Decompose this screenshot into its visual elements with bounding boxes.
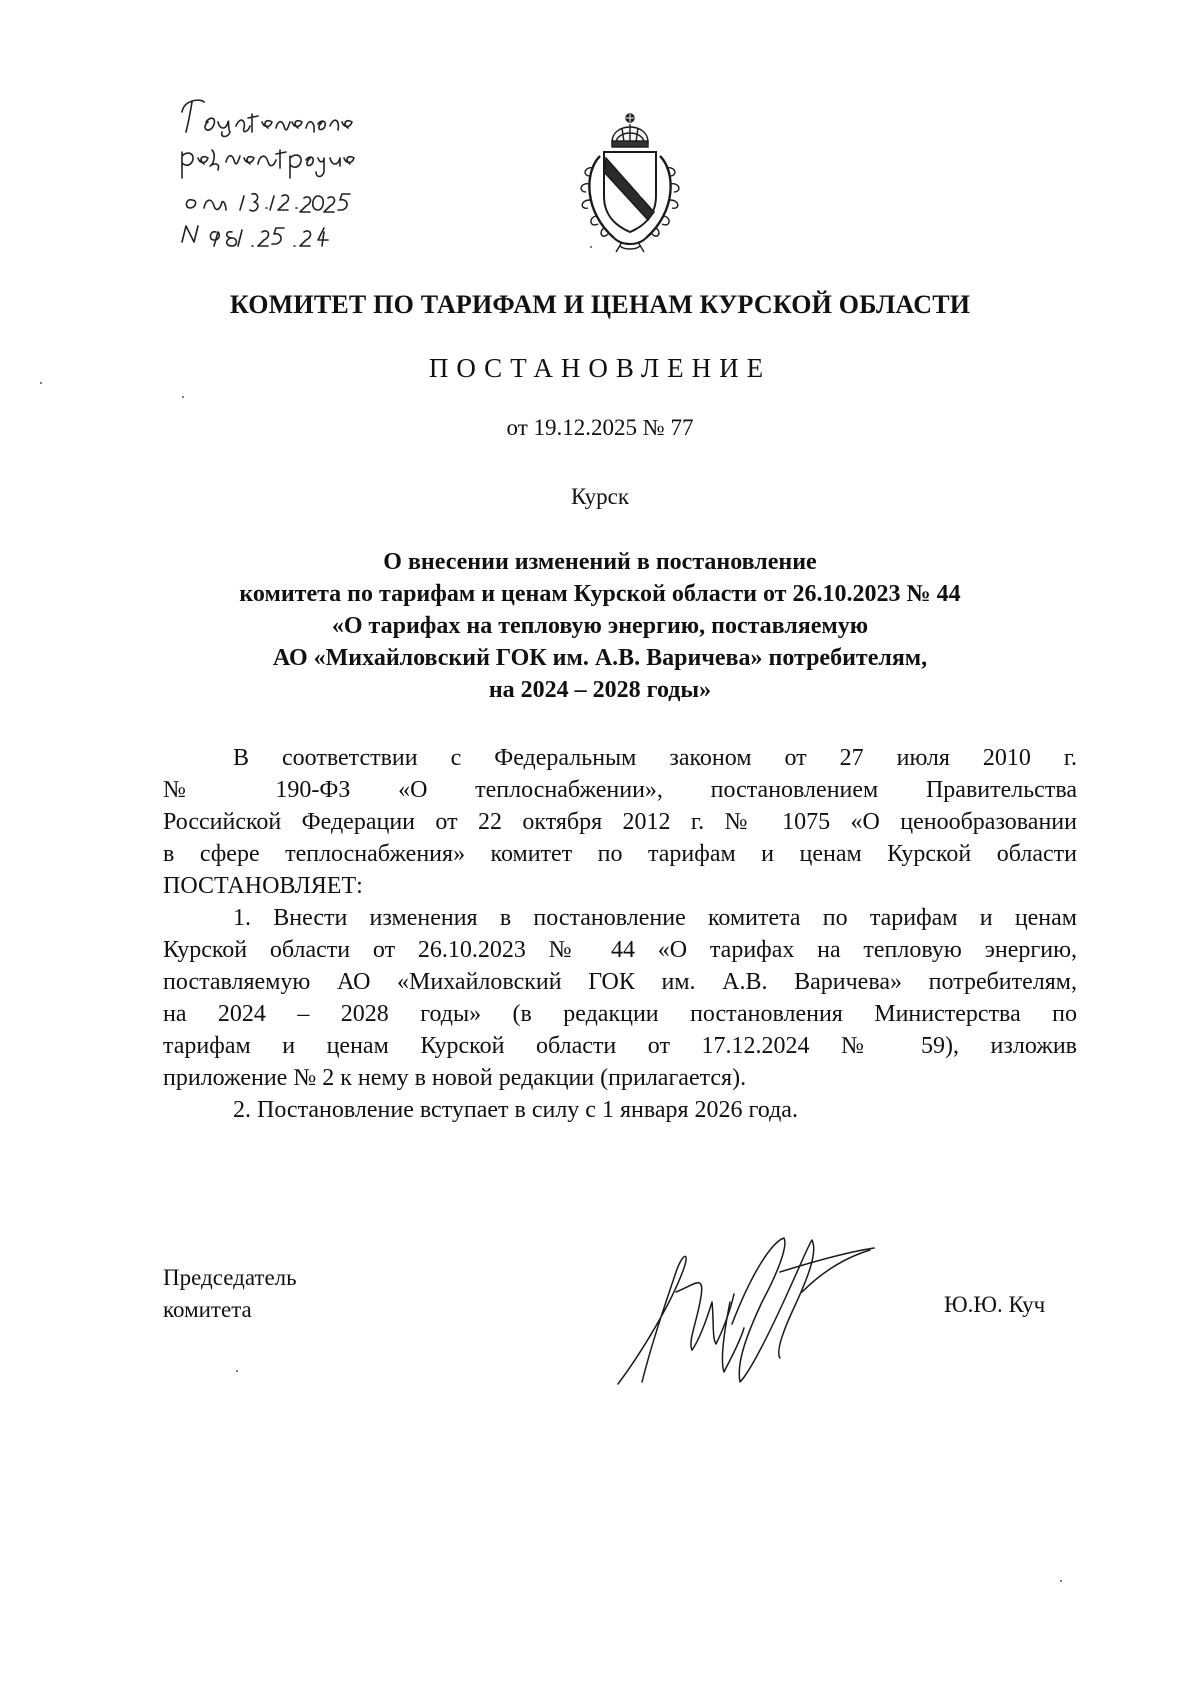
body-line: в сфере теплоснабжения» комитет по тарифам и ценам Курской области — [163, 841, 1077, 867]
signer-name: Ю.Ю. Куч — [944, 1292, 1046, 1317]
body-line: на 2024 – 2028 годы» (в редакции постановления Министерства по — [163, 1001, 1077, 1027]
document-type-heading: ПОСТАНОВЛЕНИЕ — [428, 353, 772, 383]
body-line: В соответствии с Федеральным законом от 27 июля 2010 г. — [233, 745, 1077, 771]
handwritten-signature — [612, 1232, 892, 1402]
scan-speck — [40, 382, 42, 384]
subject-line: на 2024 – 2028 годы» — [488, 677, 712, 703]
body-line: 1. Внести изменения в постановление комитета по тарифам и ценам — [233, 905, 1077, 931]
subject-line: комитета по тарифам и ценам Курской области от 26.10.2023 № 44 — [239, 581, 961, 607]
subject-line: О внесении изменений в постановление — [383, 549, 817, 575]
body-line: тарифам и ценам Курской области от 17.12.2024 № 59), изложив — [163, 1033, 1077, 1059]
document-date-number: от 19.12.2025 № 77 — [506, 415, 694, 440]
subject-line: АО «Михайловский ГОК им. А.В. Варичева» потребителям, — [272, 645, 928, 671]
body-line: № 190-ФЗ «О теплоснабжении», постановлением Правительства — [163, 777, 1077, 803]
body-line: приложение № 2 к нему в новой редакции (прилагается). — [163, 1065, 747, 1091]
scan-speck — [236, 1370, 238, 1372]
body-line: Курской области от 26.10.2023 № 44 «О тарифах на тепловую энергию, — [163, 937, 1077, 963]
body-line: Российской Федерации от 22 октября 2012 г. № 1075 «О ценообразовании — [163, 809, 1077, 835]
signer-position-line: комитета — [163, 1297, 252, 1322]
document-body — [163, 742, 1077, 1126]
organization-title: КОМИТЕТ ПО ТАРИФАМ И ЦЕНАМ КУРСКОЙ ОБЛАСТИ — [229, 290, 971, 319]
signer-position-line: Председатель — [163, 1265, 297, 1290]
scan-speck — [1060, 1580, 1062, 1582]
body-line: 2. Постановление вступает в силу с 1 января 2026 года. — [233, 1097, 798, 1123]
scan-speck — [182, 396, 184, 398]
kursk-coat-of-arms-emblem — [560, 108, 700, 258]
signer-position — [163, 1262, 297, 1326]
body-line: поставляемую АО «Михайловский ГОК им. А.В. Варичева» потребителям, — [163, 969, 1077, 995]
scan-speck — [590, 246, 592, 248]
document-subject — [150, 546, 1050, 706]
subject-line: «О тарифах на тепловую энергию, поставляемую — [331, 613, 869, 639]
handwritten-registration-note — [178, 92, 378, 262]
document-city: Курск — [571, 484, 629, 509]
body-line: ПОСТАНОВЛЯЕТ: — [163, 873, 363, 899]
